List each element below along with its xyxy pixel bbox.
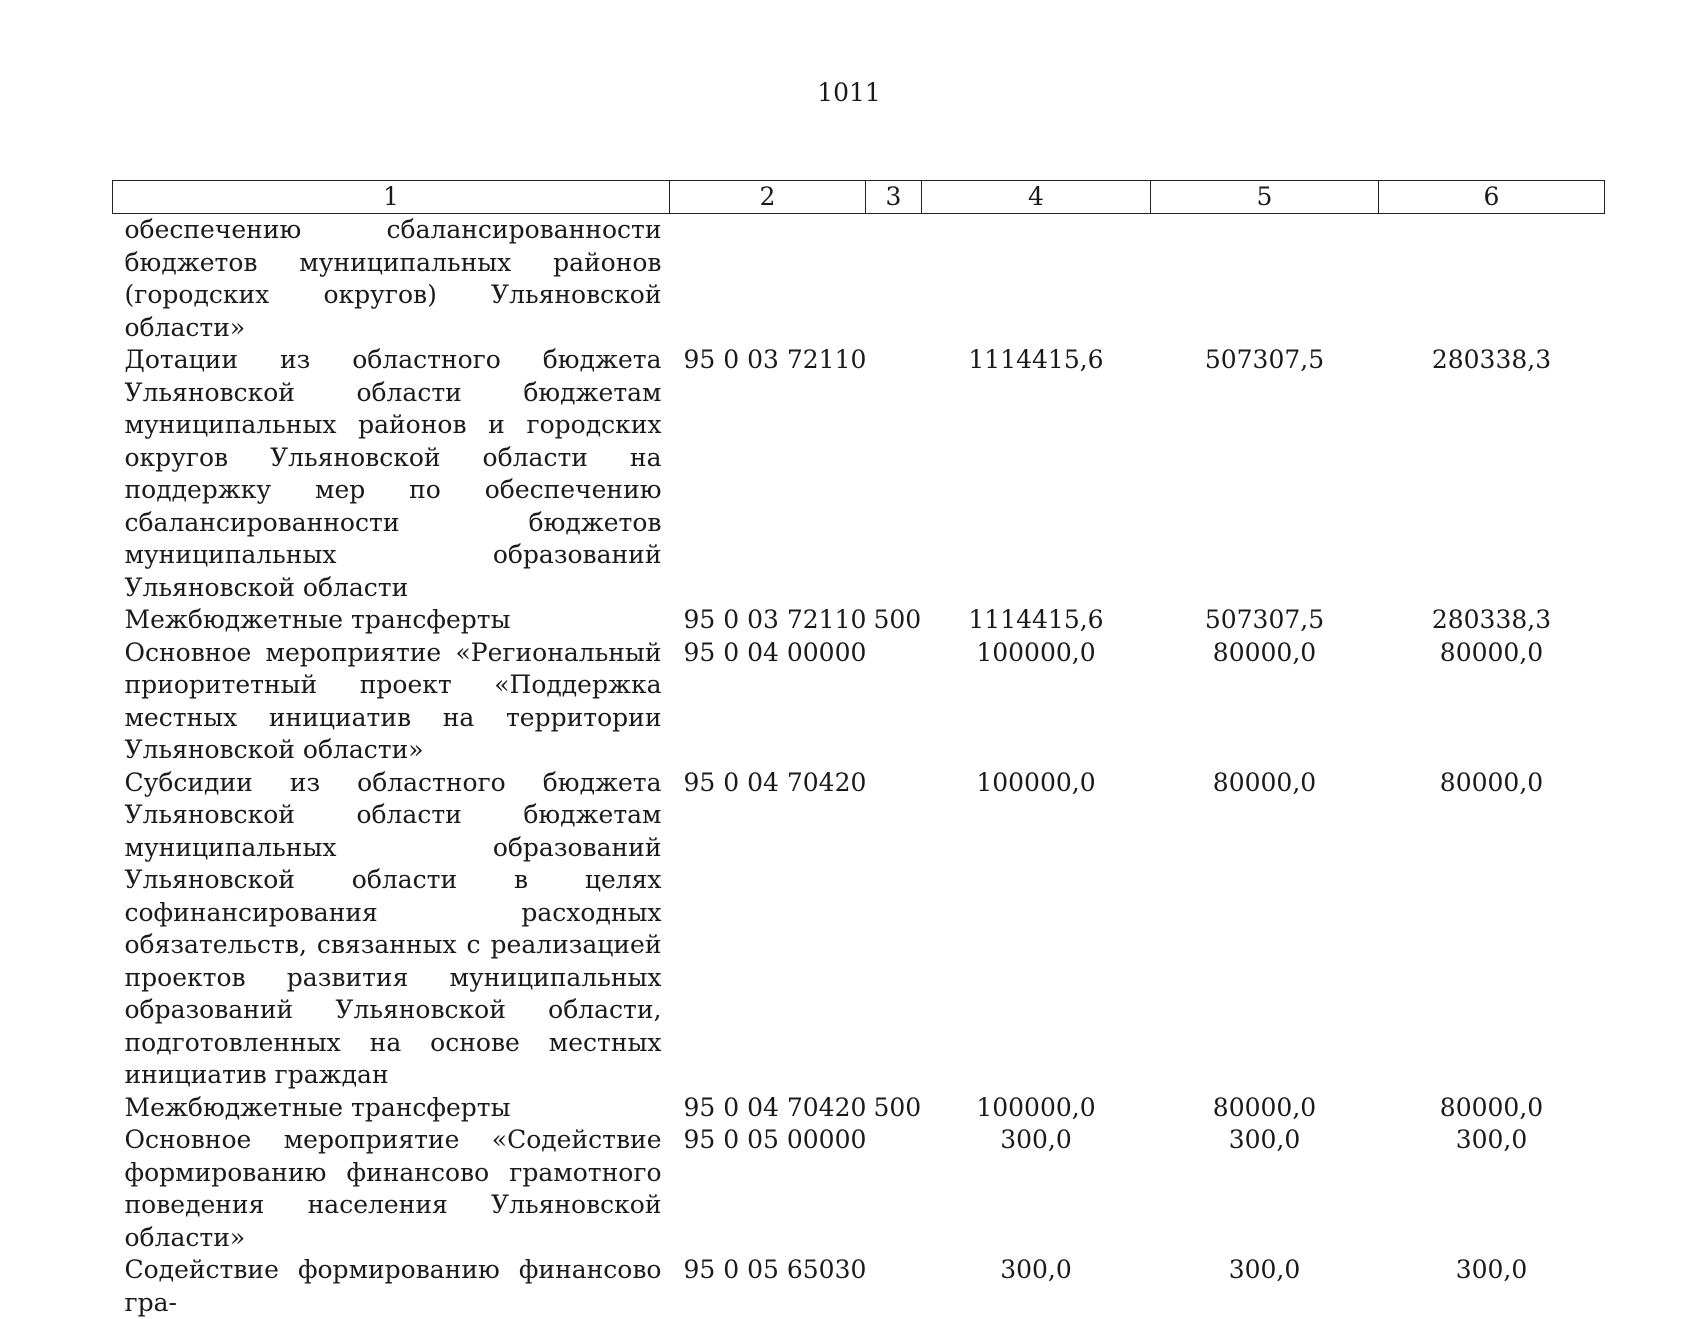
table-row — [113, 1124, 1605, 1254]
table-row — [113, 604, 1605, 637]
row-value-col6: 80000,0 — [1379, 767, 1605, 1092]
header-col-3: 3 — [866, 181, 922, 214]
table-row — [113, 1254, 1605, 1319]
row-value-col6: 280338,3 — [1379, 604, 1605, 637]
row-name: Межбюджетные трансферты — [113, 1092, 670, 1125]
row-value-col6: 80000,0 — [1379, 1092, 1605, 1125]
row-name: Субсидии из областного бюджета Ульяновской области бюджетам муниципальных образований Ульяновской области в целях софинансирования расходных обязательств, связанных с реализацией проектов развития муниципальных образований Ульяновской области, подготовленных на основе местных инициатив граждан — [113, 767, 670, 1092]
row-code: 95 0 05 00000 — [670, 1124, 866, 1254]
row-value-col4: 100000,0 — [922, 637, 1151, 767]
header-col-4: 4 — [922, 181, 1151, 214]
row-value-col4: 300,0 — [922, 1254, 1151, 1319]
row-expense-type — [866, 1254, 922, 1319]
budget-table-container — [112, 180, 1604, 1319]
row-value-col5 — [1151, 214, 1379, 345]
header-row — [113, 181, 1605, 214]
row-value-col6: 280338,3 — [1379, 344, 1605, 604]
row-expense-type: 500 — [866, 1092, 922, 1125]
table-body — [113, 214, 1605, 1319]
row-value-col6 — [1379, 214, 1605, 345]
row-expense-type — [866, 214, 922, 345]
table-row — [113, 767, 1605, 1092]
row-name: Дотации из областного бюджета Ульяновской области бюджетам муниципальных районов и городских округов Ульяновской области на поддержку мер по обеспечению сбалансированности бюджетов муниципальных образований Ульяновской области — [113, 344, 670, 604]
row-value-col5: 80000,0 — [1151, 1092, 1379, 1125]
header-col-2: 2 — [670, 181, 866, 214]
header-col-6: 6 — [1379, 181, 1605, 214]
row-value-col6: 80000,0 — [1379, 637, 1605, 767]
row-name: Основное мероприятие «Региональный приоритетный проект «Поддержка местных инициатив на территории Ульяновской области» — [113, 637, 670, 767]
budget-table — [112, 180, 1605, 1319]
row-value-col5: 300,0 — [1151, 1124, 1379, 1254]
row-value-col5: 507307,5 — [1151, 604, 1379, 637]
row-expense-type — [866, 637, 922, 767]
page-number: 1011 — [0, 78, 1698, 107]
row-expense-type — [866, 344, 922, 604]
row-value-col4: 100000,0 — [922, 1092, 1151, 1125]
row-value-col5: 300,0 — [1151, 1254, 1379, 1319]
row-expense-type: 500 — [866, 604, 922, 637]
row-code: 95 0 05 65030 — [670, 1254, 866, 1319]
row-value-col4: 1114415,6 — [922, 604, 1151, 637]
header-col-5: 5 — [1151, 181, 1379, 214]
row-code — [670, 214, 866, 345]
table-header — [113, 181, 1605, 214]
row-expense-type — [866, 1124, 922, 1254]
row-code: 95 0 04 70420 — [670, 1092, 866, 1125]
row-name: Основное мероприятие «Содействие формированию финансово грамотного поведения населения Ульяновской области» — [113, 1124, 670, 1254]
row-code: 95 0 03 72110 — [670, 344, 866, 604]
row-value-col4: 1114415,6 — [922, 344, 1151, 604]
row-code: 95 0 03 72110 — [670, 604, 866, 637]
row-value-col5: 507307,5 — [1151, 344, 1379, 604]
row-value-col4: 300,0 — [922, 1124, 1151, 1254]
row-name: обеспечению сбалансированности бюджетов муниципальных районов (городских округов) Ульяновской области» — [113, 214, 670, 345]
table-row — [113, 1092, 1605, 1125]
header-col-1: 1 — [113, 181, 670, 214]
row-code: 95 0 04 00000 — [670, 637, 866, 767]
row-name: Содействие формированию финансово гра- — [113, 1254, 670, 1319]
row-value-col6: 300,0 — [1379, 1254, 1605, 1319]
row-value-col4: 100000,0 — [922, 767, 1151, 1092]
table-row — [113, 637, 1605, 767]
row-value-col5: 80000,0 — [1151, 767, 1379, 1092]
row-value-col4 — [922, 214, 1151, 345]
row-expense-type — [866, 767, 922, 1092]
row-name: Межбюджетные трансферты — [113, 604, 670, 637]
row-value-col6: 300,0 — [1379, 1124, 1605, 1254]
row-value-col5: 80000,0 — [1151, 637, 1379, 767]
table-row — [113, 344, 1605, 604]
row-code: 95 0 04 70420 — [670, 767, 866, 1092]
table-row — [113, 214, 1605, 345]
